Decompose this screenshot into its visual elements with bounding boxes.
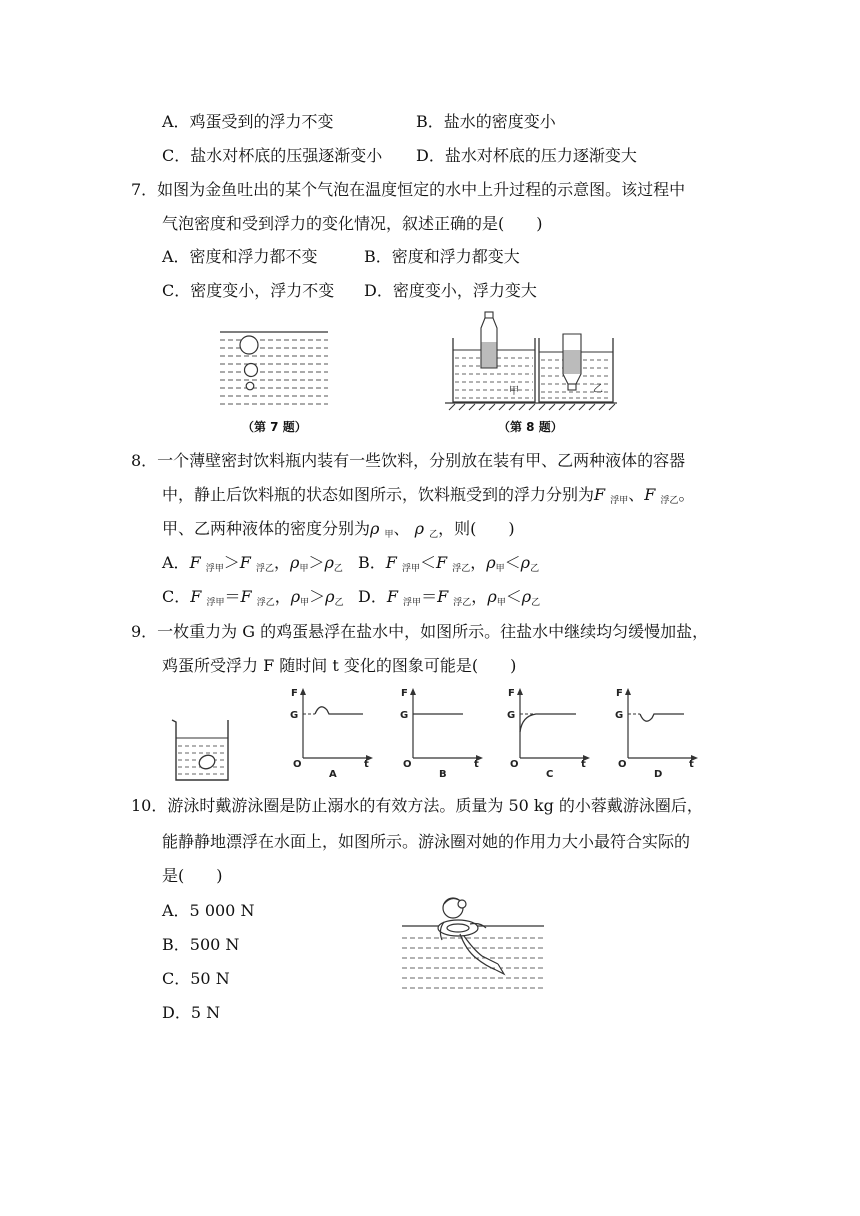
bubble-medium bbox=[245, 364, 258, 377]
bottle-inverted bbox=[563, 334, 581, 390]
q8-stem-line2: 中，静止后饮料瓶的状态如图所示，饮料瓶受到的浮力分别为F $_{浮甲}$、F $_{浮乙}$。 bbox=[162, 485, 695, 506]
q8-bottle-figure bbox=[445, 310, 617, 412]
q8-option-c: C．F $_{浮甲}$＝F $_{浮乙}$，$\rho_甲>\rho_乙$ bbox=[162, 587, 344, 608]
axis-f: F bbox=[401, 688, 408, 699]
axis-t: t bbox=[581, 759, 586, 770]
graph-label-a: A bbox=[329, 769, 337, 780]
q8-stem-line3: 甲、乙两种液体的密度分别为ρ $_甲$、 ρ $_乙$，则( ) bbox=[162, 519, 515, 540]
q7-option-a: A．密度和浮力都不变 bbox=[162, 247, 318, 266]
q8-option-d: D．F $_{浮甲}$＝F $_{浮乙}$，$\rho_甲<\rho_乙$ bbox=[358, 587, 541, 608]
axis-f: F bbox=[508, 688, 515, 699]
q8-option-a: A．F $_{浮甲}$＞F $_{浮乙}$，$\rho_甲>\rho_乙$ bbox=[162, 553, 343, 574]
q8-option-b: B．F $_{浮甲}$＜F $_{浮乙}$，$\rho_甲<\rho_乙$ bbox=[358, 553, 540, 574]
axis-f: F bbox=[291, 688, 298, 699]
graph-label-d: D bbox=[654, 769, 663, 780]
q10-swimmer-figure bbox=[400, 894, 546, 1000]
axis-o: O bbox=[293, 759, 302, 770]
label-yi: 乙 bbox=[593, 384, 603, 395]
q6-option-d: D．盐水对杯底的压力逐渐变大 bbox=[416, 146, 637, 165]
q9-graph-a bbox=[285, 686, 375, 782]
axis-f: F bbox=[616, 688, 623, 699]
q7-bubble-figure bbox=[218, 328, 330, 412]
q9-stem-line2: 鸡蛋所受浮力 F 随时间 t 变化的图象可能是( ) bbox=[162, 656, 517, 675]
q9-graph-d bbox=[610, 686, 700, 782]
q9-stem-line1: 9．一枚重力为 G 的鸡蛋悬浮在盐水中，如图所示。往盐水中继续均匀缓慢加盐， bbox=[131, 622, 709, 641]
label-jia: 甲 bbox=[509, 386, 519, 397]
q10-option-c: C．50 N bbox=[162, 969, 230, 988]
graph-label-c: C bbox=[546, 769, 554, 780]
q7-stem-line1: 7．如图为金鱼吐出的某个气泡在温度恒定的水中上升过程的示意图。该过程中 bbox=[131, 180, 686, 199]
axis-o: O bbox=[403, 759, 412, 770]
q7-stem-line2: 气泡密度和受到浮力的变化情况，叙述正确的是( ) bbox=[162, 214, 543, 233]
bottle-upright bbox=[481, 312, 497, 368]
axis-o: O bbox=[510, 759, 519, 770]
axis-g: G bbox=[400, 710, 409, 721]
q10-stem-line2: 能静静地漂浮在水面上，如图所示。游泳圈对她的作用力大小最符合实际的 bbox=[162, 832, 691, 851]
q10-option-a: A．5 000 N bbox=[162, 901, 255, 920]
q10-stem-line1: 10．游泳时戴游泳圈是防止溺水的有效方法。质量为 50 kg 的小蓉戴游泳圈后， bbox=[131, 796, 703, 815]
q8-stem-line1: 8．一个薄壁密封饮料瓶内装有一些饮料，分别放在装有甲、乙两种液体的容器 bbox=[131, 451, 686, 470]
q10-option-d: D．5 N bbox=[162, 1003, 221, 1022]
axis-o: O bbox=[618, 759, 627, 770]
axis-g: G bbox=[290, 710, 299, 721]
q9-graph-c bbox=[502, 686, 592, 782]
q9-beaker-figure bbox=[170, 716, 232, 784]
bubble-small bbox=[246, 382, 254, 390]
bubble-large bbox=[240, 336, 258, 354]
q7-figure-caption: （第 7 题） bbox=[242, 420, 307, 434]
graph-label-b: B bbox=[439, 769, 447, 780]
q6-option-b: B．盐水的密度变小 bbox=[416, 112, 556, 131]
q7-option-d: D．密度变小，浮力变大 bbox=[364, 281, 537, 300]
axis-g: G bbox=[507, 710, 516, 721]
q9-graph-b bbox=[395, 686, 485, 782]
axis-t: t bbox=[474, 759, 479, 770]
axis-t: t bbox=[364, 759, 369, 770]
q10-stem-line3: 是( ) bbox=[162, 866, 223, 885]
q6-option-c: C．盐水对杯底的压强逐渐变小 bbox=[162, 146, 383, 165]
egg bbox=[197, 753, 217, 772]
q7-option-c: C．密度变小，浮力不变 bbox=[162, 281, 335, 300]
q7-option-b: B．密度和浮力都变大 bbox=[364, 247, 520, 266]
q10-option-b: B．500 N bbox=[162, 935, 240, 954]
q8-figure-caption: （第 8 题） bbox=[498, 420, 563, 434]
q6-option-a: A．鸡蛋受到的浮力不变 bbox=[162, 112, 334, 131]
swimmer bbox=[438, 898, 504, 974]
axis-g: G bbox=[615, 710, 624, 721]
axis-t: t bbox=[689, 759, 694, 770]
